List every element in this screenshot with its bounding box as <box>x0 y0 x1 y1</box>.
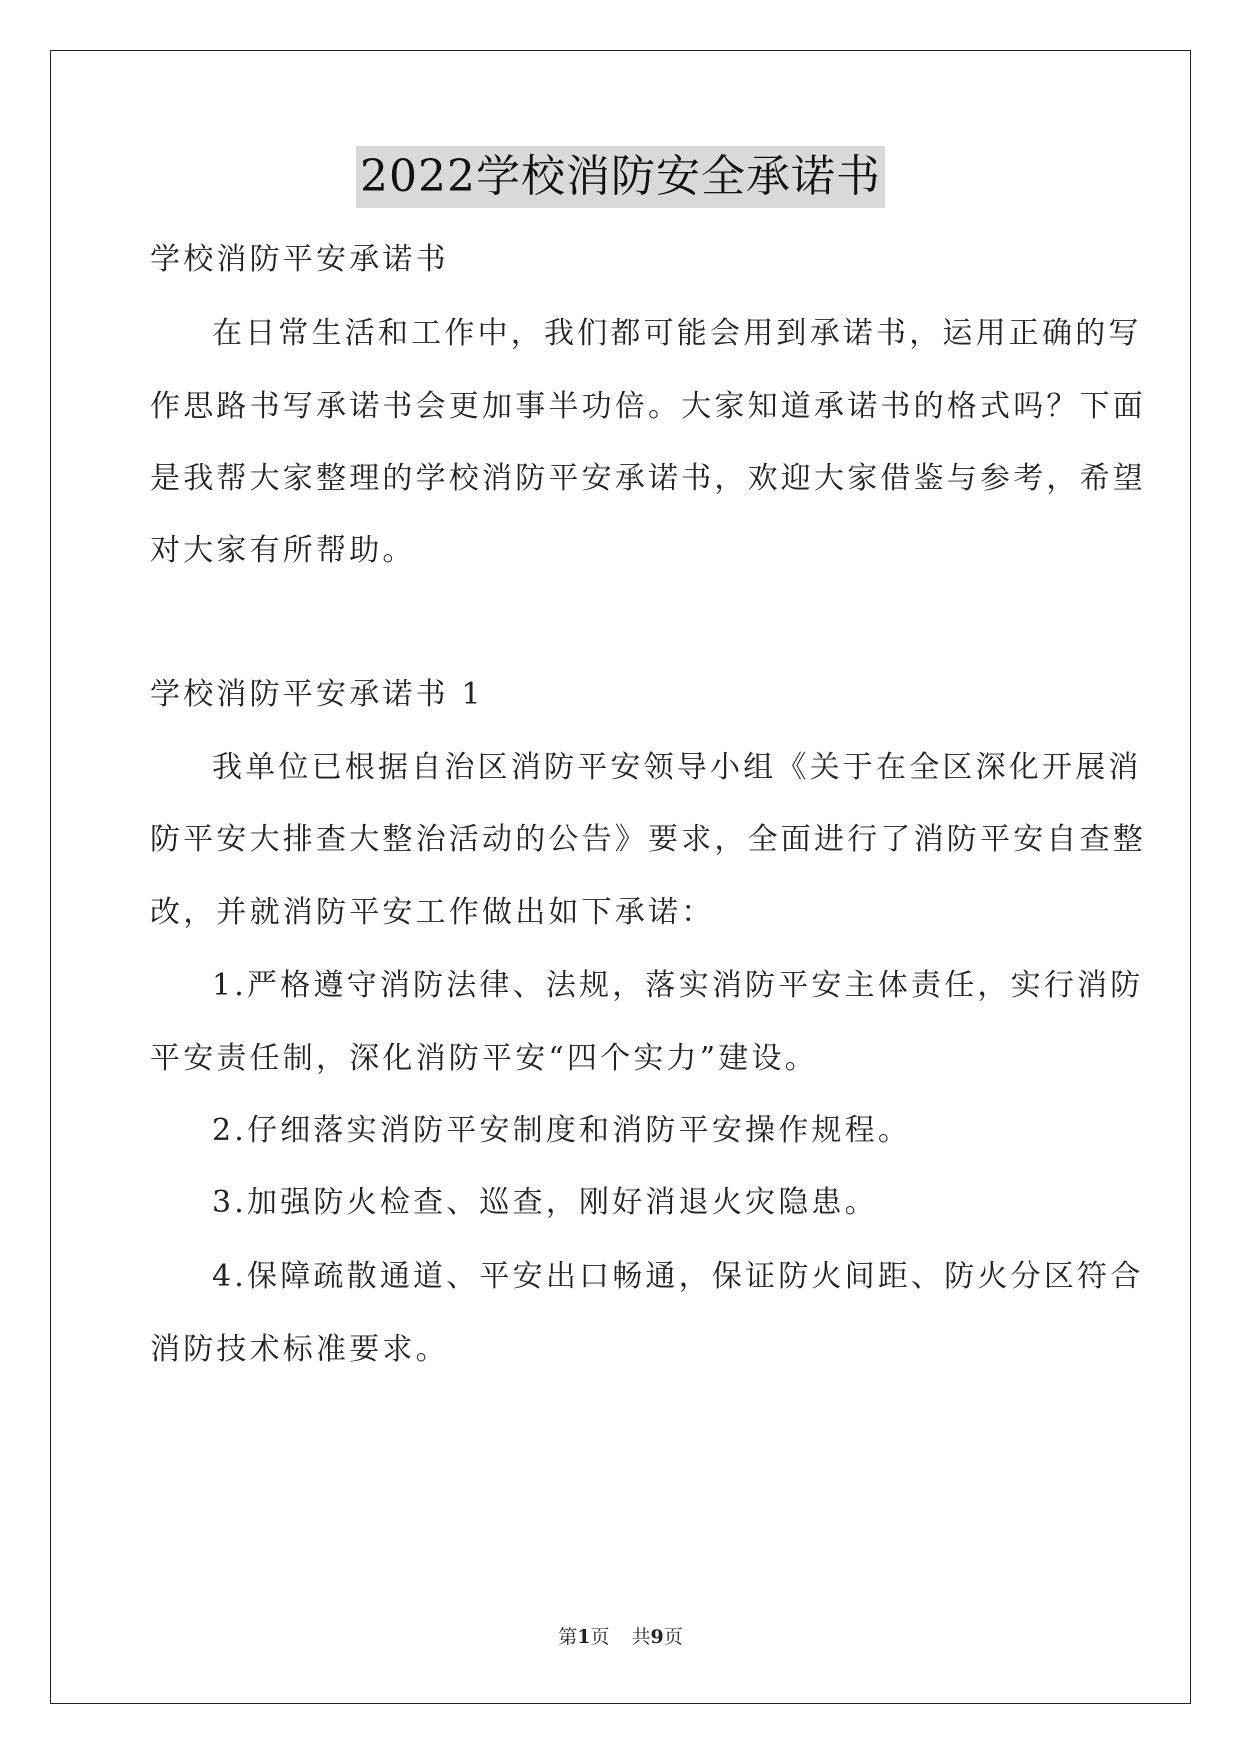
section-intro-line-1: 我单位已根据自治区消防平安领导小组《关于在全区深化开展消 <box>212 750 1142 785</box>
page-footer <box>0 1624 1241 1650</box>
footer-total-prefix: 共 <box>631 1626 651 1648</box>
item-4-line-1: 4.保障疏散通道、平安出口畅通，保证防火间距、防火分区符合 <box>212 1259 1144 1294</box>
section-heading: 学校消防平安承诺书 1 <box>150 677 484 712</box>
footer-page-prefix: 第 <box>558 1626 578 1648</box>
intro-line-4: 对大家有所帮助。 <box>150 533 416 568</box>
section-intro-line-2: 防平安大排查大整治活动的公告》要求，全面进行了消防平安自查整 <box>150 822 1146 857</box>
item-1-line-2: 平安责任制，深化消防平安“四个实力”建设。 <box>150 1041 818 1076</box>
title-block <box>0 146 1241 208</box>
footer-page-number: 1 <box>577 1626 591 1648</box>
footer-page-suffix: 页 <box>590 1626 610 1648</box>
section-intro-line-3: 改，并就消防平安工作做出如下承诺： <box>150 895 715 930</box>
item-1-line-1: 1.严格遵守消防法律、法规，落实消防平安主体责任，实行消防 <box>212 968 1144 1003</box>
footer-total-suffix: 页 <box>663 1626 683 1648</box>
document-title: 2022学校消防安全承诺书 <box>356 146 885 208</box>
intro-line-2: 作思路书写承诺书会更加事半功倍。大家知道承诺书的格式吗？下面 <box>150 389 1146 424</box>
intro-line-3: 是我帮大家整理的学校消防平安承诺书，欢迎大家借鉴与参考，希望 <box>150 461 1146 496</box>
intro-line-1: 在日常生活和工作中，我们都可能会用到承诺书，运用正确的写 <box>212 316 1142 351</box>
item-2-line-1: 2.仔细落实消防平安制度和消防平安操作规程。 <box>212 1113 912 1148</box>
subtitle: 学校消防平安承诺书 <box>150 242 449 277</box>
page-frame <box>50 50 1191 1704</box>
item-4-line-2: 消防技术标准要求。 <box>150 1332 449 1367</box>
item-3-line-1: 3.加强防火检查、巡查，刚好消退火灾隐患。 <box>212 1185 878 1220</box>
footer-total-pages: 9 <box>650 1626 664 1648</box>
